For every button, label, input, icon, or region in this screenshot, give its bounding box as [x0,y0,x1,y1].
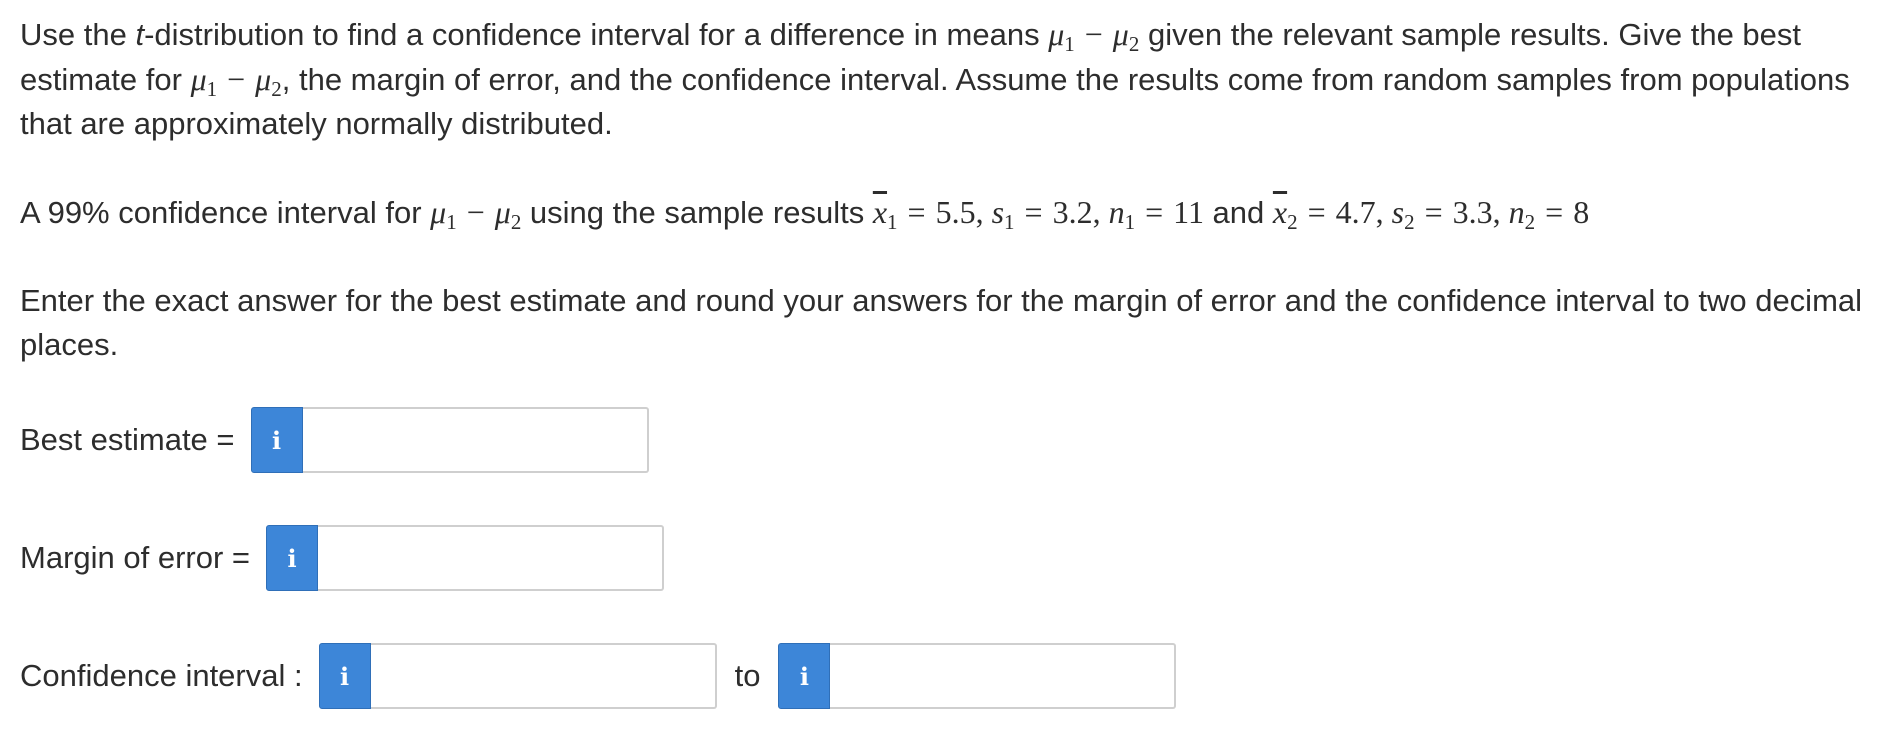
best-estimate-input[interactable] [303,407,649,473]
info-icon[interactable]: i [266,525,318,591]
sample-1-stats: $\overline{x}_1 = 5.5$, $s_1 = 3.2$, $n_1 = 11$ [872,194,1204,234]
confidence-interval-label: Confidence interval : [20,658,303,693]
problem-middle: using the sample results [521,195,873,230]
t-symbol: t [135,17,145,52]
intro-text-3: given the relevant sample results. Give the best estimate for [20,17,1802,97]
problem-and: and [1203,195,1273,230]
problem-statement [20,190,1865,235]
problem-prefix: A 99% confidence interval for [20,195,431,230]
info-icon[interactable]: i [778,643,830,709]
intro-text-1: Use the [20,17,136,52]
best-estimate-row [20,407,1865,473]
margin-of-error-label: Margin of error = [20,540,251,575]
mu-difference: $\mu_1 - \mu_2$ [190,61,282,101]
margin-of-error-input[interactable] [318,525,664,591]
ci-upper-input[interactable] [830,643,1176,709]
question-container [20,12,1865,709]
margin-of-error-row [20,525,1865,591]
to-label: to [734,658,761,693]
intro-text-2: -distribution to find a confidence interval for a difference in means [144,17,1049,52]
instructions: Enter the exact answer for the best estimate and round your answers for the margin of error and the confidence interval to two decimal places. [20,283,1863,362]
best-estimate-field [251,407,649,473]
intro-text-4: , the margin of error, and the confidence interval. Assume the results come from random samples from populations that are approximately normally distributed. [20,62,1850,141]
sample-2-stats: $\overline{x}_2 = 4.7$, $s_2 = 3.3$, $n_2 = 8$ [1272,194,1590,234]
question-intro [20,12,1865,146]
mu-difference: $\mu_1 - \mu_2$ [430,194,522,234]
ci-lower-input[interactable] [371,643,717,709]
confidence-interval-row [20,643,1865,709]
ci-upper-field [778,643,1176,709]
info-icon[interactable]: i [319,643,371,709]
ci-lower-field [319,643,717,709]
best-estimate-label: Best estimate = [20,422,235,457]
info-icon[interactable]: i [251,407,303,473]
mu-difference: $\mu_1 - \mu_2$ [1048,16,1140,56]
margin-of-error-field [266,525,664,591]
